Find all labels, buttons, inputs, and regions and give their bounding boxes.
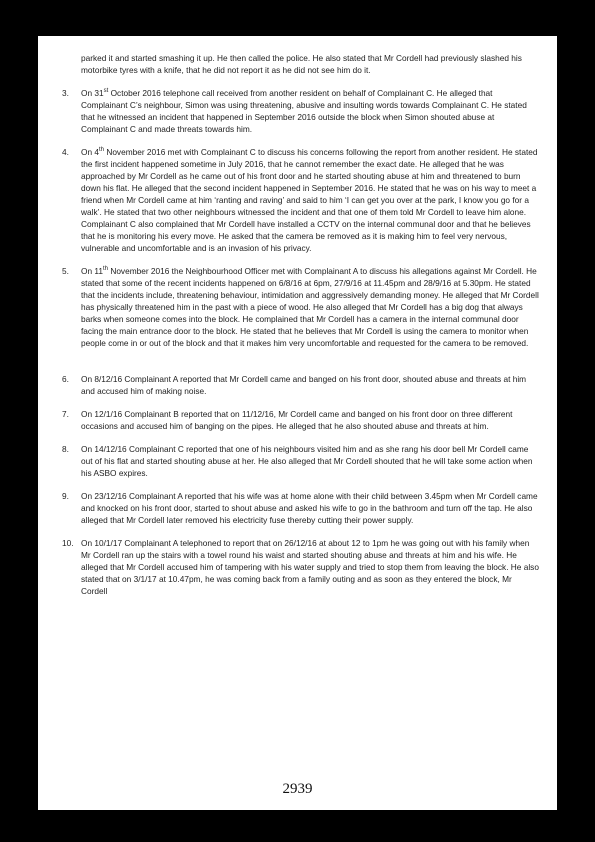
item-number: 3. <box>62 88 69 98</box>
item-text: On 31st October 2016 telephone call received from another resident on behalf of Complainant C. He alleged that Complainant C’s neighbour, Simon was using threatening, abusive and insulting words towards Complainant C. He stated that he witnessed an incident that happened in September 2016 outside the block when Simon shouted abuse at Complainant C and made threats towards him. <box>81 88 527 134</box>
item-text: On 12/1/16 Complainant B reported that on 11/12/16, Mr Cordell came and banged on his front door on three different occasions and accused him of banging on the pipes. He alleged that he also shouted abuse and threats at him. <box>81 409 513 431</box>
list-item-9 <box>62 490 540 526</box>
item-text: On 8/12/16 Complainant A reported that Mr Cordell came and banged on his front door, shouted abuse and threats at him and accused him of making noise. <box>81 374 527 396</box>
item-text: On 10/1/17 Complainant A telephoned to report that on 26/12/16 at about 12 to 1pm he was going out with his family when Mr Cordell ran up the stairs with a towel round his waist and started shouting abuse and threats at him and his wife. He alleged that Mr Cordell accused him of tampering with his water supply and tried to stop them from leaving the block. He also stated that on 3/1/17 at 10.47pm, he was coming back from a family outing and as soon as they entered the block, Mr Cordell <box>81 538 539 596</box>
item-number: 7. <box>62 409 69 419</box>
item-text: On 4th November 2016 met with Complainant C to discuss his concerns following the report from another resident. He stated the first incident happened sometime in July 2016, that he cannot remember the exact date. He alleged that he was approached by Mr Cordell as he came out of his front door and he started shouting abuse at him and threatened to burn down his flat. He alleged that the second incident happened in September 2016. He stated that he was on his way to meet a friend when Mr Cordell came at him ‘ranting and raving’ and said to him ‘I can get you over at the park, I know you go for a walk’. He stated that two other neighbours witnessed the incident and that one of them told Mr Cordell to leave him alone. Complainant C also complained that Mr Cordell have installed a CCTV on the internal communal door and that he believes that he is monitoring his every move. He asked that the camera be removed as it is making him to feel very nervous, vulnerable and uncomfortable and is an invasion of his privacy. <box>81 147 538 253</box>
document-page <box>38 36 557 810</box>
item-number: 6. <box>62 374 69 384</box>
list-item-8 <box>62 443 540 479</box>
page-number: 2939 <box>282 781 313 797</box>
item-number: 4. <box>62 147 69 157</box>
list-item-10 <box>62 537 540 597</box>
list-item-4 <box>62 146 540 254</box>
item-number: 8. <box>62 444 69 454</box>
list-item-3 <box>62 87 540 135</box>
spacer <box>62 360 540 373</box>
item-text: On 14/12/16 Complainant C reported that one of his neighbours visited him and as she rang his door bell Mr Cordell came out of his flat and started shouting abuse at her. He also alleged that Mr Cordell shouted that he will take some action when his ASBO expires. <box>81 444 533 478</box>
list-item-7 <box>62 408 540 432</box>
item-text: On 23/12/16 Complainant A reported that his wife was at home alone with their child between 3.45pm when Mr Cordell came and knocked on his front door, started to shout abuse and asked his wife to go in the bathroom and turn off the tap. He also alleged that Mr Cordell later removed his electricity fuse thereby cutting their power supply. <box>81 491 538 525</box>
document-body <box>62 52 540 608</box>
item-number: 5. <box>62 266 69 276</box>
list-item-6 <box>62 373 540 397</box>
item-text: On 11th November 2016 the Neighbourhood Officer met with Complainant A to discuss his allegations against Mr Cordell. He stated that some of the recent incidents happened on 6/8/16 at 6pm, 27/9/16 at 11.45pm and 28/9/16 at 5.30pm. He stated that the incidents include, threatening behaviour, intimidation and aggressively demanding money. He alleged that Mr Cordell has physically threatened him in the past with a piece of wood. He also alleged that Mr Cordell has a big dog that always barks when someone comes into the block. He complained that Mr Cordell has a camera in the internal communal door facing the main entrance door to the block. He stated that he believes that Mr Cordell is using the camera to monitor when people come in or out of the block and that it makes him very uncomfortable and requested for the camera to be removed. <box>81 266 539 348</box>
continuation-paragraph: parked it and started smashing it up. He then called the police. He also stated that Mr Cordell had previously slashed his motorbike tyres with a knife, that he did not report it as he did not see him do it. <box>81 53 522 75</box>
list-item-5 <box>62 265 540 349</box>
item-number: 10. <box>62 538 74 548</box>
item-number: 9. <box>62 491 69 501</box>
